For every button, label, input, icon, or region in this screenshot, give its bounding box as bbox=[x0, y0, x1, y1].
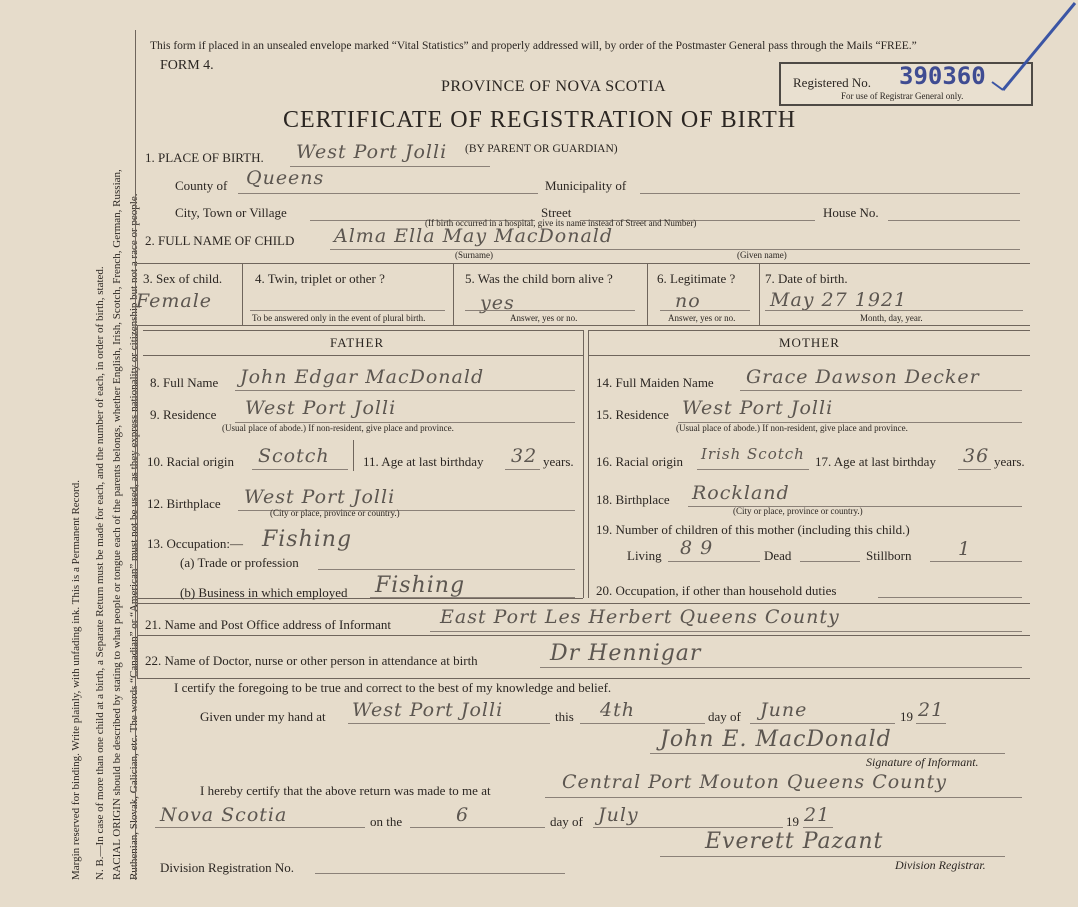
informant-value: East Port Les Herbert Queens County bbox=[440, 606, 840, 628]
informant-label: 21. Name and Post Office address of Informant bbox=[145, 617, 391, 632]
margin-divider bbox=[135, 30, 136, 880]
mother-name-value: Grace Dawson Decker bbox=[746, 366, 980, 388]
registered-number: 390360 bbox=[899, 62, 986, 90]
surname-note: (Surname) bbox=[455, 250, 493, 260]
informant-signature: John E. MacDonald bbox=[660, 727, 892, 752]
doctor-value: Dr Hennigar bbox=[550, 641, 702, 666]
living-label: Living bbox=[627, 548, 662, 563]
street-label: Street bbox=[541, 205, 572, 220]
sex-label: 3. Sex of child. bbox=[143, 271, 223, 286]
father-name-label: 8. Full Name bbox=[150, 375, 219, 390]
margin-note-1: Margin reserved for binding. Write plainly, with unfading ink. This is a Permanent Record. bbox=[70, 480, 82, 880]
county-label: County of bbox=[175, 178, 228, 193]
sex-value: Female bbox=[136, 290, 213, 312]
registrar-signature: Everett Pazant bbox=[705, 829, 884, 854]
mother-birthplace-value: Rockland bbox=[692, 482, 790, 504]
father-trade-label: (a) Trade or profession bbox=[180, 555, 299, 570]
date-of-birth-value: May 27 1921 bbox=[770, 289, 908, 311]
mother-heading: MOTHER bbox=[779, 335, 840, 350]
mother-residence-note: (Usual place of abode.) If non-resident, give place and province. bbox=[676, 423, 908, 433]
mother-birthplace-label: 18. Birthplace bbox=[596, 492, 670, 507]
father-heading: FATHER bbox=[330, 335, 385, 350]
date-of-birth-label: 7. Date of birth. bbox=[765, 271, 848, 286]
made-place-cont: Nova Scotia bbox=[160, 804, 288, 826]
division-registration-label: Division Registration No. bbox=[160, 860, 294, 875]
father-birthplace-value: West Port Jolli bbox=[244, 486, 396, 508]
mother-age-value: 36 bbox=[963, 445, 990, 467]
twin-note: To be answered only in the event of plural birth. bbox=[252, 313, 426, 323]
date-of-birth-note: Month, day, year. bbox=[860, 313, 923, 323]
city-label: City, Town or Village bbox=[175, 205, 287, 220]
born-alive-note: Answer, yes or no. bbox=[510, 313, 578, 323]
margin-note-2: N. B.—In case of more than one child at a birth, a Separate Return must be made for each, and the number of each, in order of birth, stated. bbox=[94, 266, 106, 880]
county-value: Queens bbox=[246, 167, 325, 189]
given-year: 21 bbox=[918, 699, 945, 721]
father-residence-value: West Port Jolli bbox=[245, 397, 397, 419]
dead-label: Dead bbox=[764, 548, 792, 563]
made-year-prefix: 19 bbox=[786, 814, 799, 829]
certify-statement: I certify the foregoing to be true and correct to the best of my knowledge and belief. bbox=[174, 680, 612, 695]
father-age-label: 11. Age at last birthday bbox=[363, 454, 484, 469]
child-name-value: Alma Ella May MacDonald bbox=[334, 225, 614, 247]
mother-years-label: years. bbox=[994, 454, 1025, 469]
this-label: this bbox=[555, 709, 574, 724]
twin-label: 4. Twin, triplet or other ? bbox=[255, 271, 385, 286]
on-the-label: on the bbox=[370, 814, 403, 829]
margin-note-3: RACIAL ORIGIN should be described by stating to what people or tongue each of the parents belongs, whether English, Irish, Scotch, French, German, Russian, bbox=[111, 169, 123, 880]
by-parent-note: (BY PARENT OR GUARDIAN) bbox=[465, 143, 618, 155]
mother-residence-value: West Port Jolli bbox=[682, 397, 834, 419]
legitimate-note: Answer, yes or no. bbox=[668, 313, 736, 323]
mother-age-label: 17. Age at last birthday bbox=[815, 454, 936, 469]
hospital-note: (If birth occurred in a hospital, give its name instead of Street and Number) bbox=[425, 218, 697, 228]
given-year-prefix: 19 bbox=[900, 709, 913, 724]
father-years-label: years. bbox=[543, 454, 574, 469]
margin-note-4: Ruthenian, Slovak, Galician, etc. The words “Canadian” or “American” must not be used, as they express nationality or citizenship but not a race or people. bbox=[128, 193, 140, 880]
given-under-label: Given under my hand at bbox=[200, 709, 326, 724]
registered-label: Registered No. bbox=[793, 75, 871, 90]
stillborn-value: 1 bbox=[958, 538, 972, 560]
child-name-label: 2. FULL NAME OF CHILD bbox=[145, 233, 295, 248]
doctor-label: 22. Name of Doctor, nurse or other person in attendance at birth bbox=[145, 653, 478, 668]
father-birthplace-label: 12. Birthplace bbox=[147, 496, 221, 511]
born-alive-label: 5. Was the child born alive ? bbox=[465, 271, 613, 286]
page-title: CERTIFICATE OF REGISTRATION OF BIRTH bbox=[283, 107, 797, 133]
mother-occupation-label: 20. Occupation, if other than household duties bbox=[596, 583, 837, 598]
form-number: FORM 4. bbox=[160, 58, 214, 73]
place-of-birth-value: West Port Jolli bbox=[296, 141, 448, 163]
made-to-me-label: I hereby certify that the above return was made to me at bbox=[200, 783, 491, 798]
given-place: West Port Jolli bbox=[352, 699, 504, 721]
province-heading: PROVINCE OF NOVA SCOTIA bbox=[441, 78, 667, 95]
house-no-label: House No. bbox=[823, 205, 879, 220]
father-business-value: Fishing bbox=[375, 573, 466, 598]
living-value: 8 9 bbox=[680, 537, 714, 559]
father-name-value: John Edgar MacDonald bbox=[240, 366, 485, 388]
mother-name-label: 14. Full Maiden Name bbox=[596, 375, 714, 390]
father-racial-label: 10. Racial origin bbox=[147, 454, 235, 469]
legitimate-value: no bbox=[675, 290, 701, 312]
place-of-birth-label: 1. PLACE OF BIRTH. bbox=[145, 150, 264, 165]
mail-notice: This form if placed in an unsealed envelope marked “Vital Statistics” and properly addressed will, by order of the Postmaster General pass through the Mails “FREE.” bbox=[150, 40, 917, 52]
legitimate-label: 6. Legitimate ? bbox=[657, 271, 736, 286]
father-age-value: 32 bbox=[511, 445, 538, 467]
made-day: 6 bbox=[456, 804, 470, 826]
municipality-label: Municipality of bbox=[545, 178, 627, 193]
father-residence-note: (Usual place of abode.) If non-resident, give place and province. bbox=[222, 423, 454, 433]
father-business-label: (b) Business in which employed bbox=[180, 585, 348, 600]
mother-children-label: 19. Number of children of this mother (including this child.) bbox=[596, 522, 910, 537]
blue-pen-mark bbox=[970, 0, 1078, 100]
made-place: Central Port Mouton Queens County bbox=[562, 771, 948, 793]
day-of-label: day of bbox=[708, 709, 741, 724]
stillborn-label: Stillborn bbox=[866, 548, 912, 563]
father-birthplace-note: (City or place, province or country.) bbox=[270, 508, 400, 518]
mother-birthplace-note: (City or place, province or country.) bbox=[733, 506, 863, 516]
father-occupation-label: 13. Occupation:— bbox=[147, 536, 244, 551]
mother-racial-label: 16. Racial origin bbox=[596, 454, 684, 469]
division-registrar-label: Division Registrar. bbox=[895, 858, 986, 872]
margin-notes bbox=[10, 30, 138, 880]
made-year: 21 bbox=[804, 804, 831, 826]
signature-label: Signature of Informant. bbox=[866, 755, 979, 769]
mother-racial-value: Irish Scotch bbox=[701, 445, 805, 463]
given-month: June bbox=[760, 699, 808, 721]
made-day-of-label: day of bbox=[550, 814, 583, 829]
father-residence-label: 9. Residence bbox=[150, 407, 217, 422]
mother-residence-label: 15. Residence bbox=[596, 407, 669, 422]
registrar-use-note: For use of Registrar General only. bbox=[841, 91, 964, 101]
given-name-note: (Given name) bbox=[737, 250, 787, 260]
given-day: 4th bbox=[600, 699, 635, 721]
made-month: July bbox=[598, 804, 639, 826]
father-racial-value: Scotch bbox=[258, 445, 330, 467]
born-alive-value: yes bbox=[480, 292, 515, 314]
father-occupation-value: Fishing bbox=[262, 527, 353, 552]
